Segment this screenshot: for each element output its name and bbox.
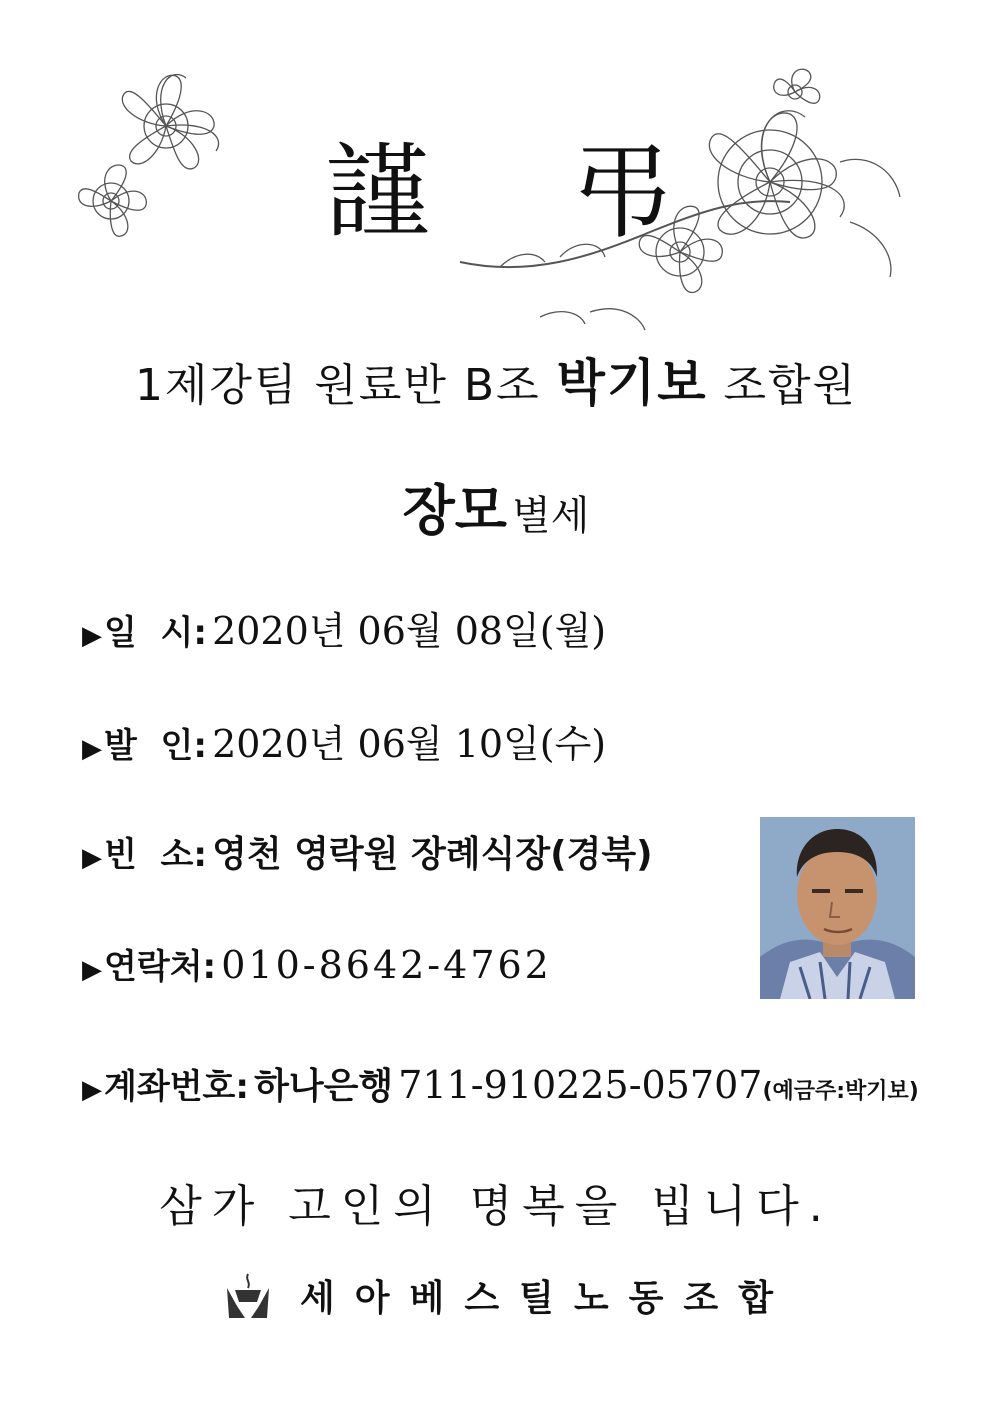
detail-label: 일 시: <box>104 613 207 653</box>
triangle-bullet-icon: ▶ <box>82 843 102 873</box>
member-title: 조합원 <box>723 360 858 411</box>
event-word: 별세 <box>512 493 590 539</box>
detail-departure <box>82 713 606 768</box>
title-char-1: 謹 <box>325 131 430 253</box>
account-number: 711-910225-05707 <box>398 1063 763 1107</box>
detail-value: 2020년 06월 08일(월) <box>212 609 607 653</box>
member-photo <box>760 817 915 999</box>
union-name: 세아베스틸노동조합 <box>300 1278 793 1319</box>
detail-label: 계좌번호: <box>104 1067 249 1107</box>
triangle-bullet-icon: ▶ <box>82 621 102 651</box>
detail-contact <box>82 939 552 988</box>
detail-label: 빈 소: <box>104 835 207 875</box>
detail-date <box>82 600 606 655</box>
triangle-bullet-icon: ▶ <box>82 1075 102 1105</box>
member-affiliation: 1제강팀 원료반 B조 <box>134 360 541 411</box>
detail-label: 발 인: <box>104 726 207 766</box>
bank-name: 하나은행 <box>254 1066 394 1107</box>
chrysanthemum-right-icon <box>440 62 915 332</box>
condolence-message: 삼가 고인의 명복을 빕니다. <box>159 1181 833 1232</box>
event-line <box>0 468 992 545</box>
chrysanthemum-left-icon <box>66 66 246 246</box>
triangle-bullet-icon: ▶ <box>82 955 102 985</box>
title-char-2: 弔 <box>570 131 675 253</box>
detail-value: 010-8642-4762 <box>221 943 552 987</box>
hands-cup-icon <box>225 1272 271 1320</box>
detail-label: 연락처: <box>104 947 217 987</box>
announcement-line <box>0 343 992 415</box>
triangle-bullet-icon: ▶ <box>82 734 102 764</box>
detail-value: 2020년 06월 10일(수) <box>212 722 607 766</box>
detail-location <box>82 826 653 877</box>
detail-value: 영천 영락원 장례식장(경북) <box>212 834 653 875</box>
detail-account <box>82 1058 919 1109</box>
member-name: 박기보 <box>556 354 708 412</box>
account-holder: (예금주:박기보) <box>762 1079 919 1104</box>
deceased-relation: 장모 <box>402 479 507 542</box>
